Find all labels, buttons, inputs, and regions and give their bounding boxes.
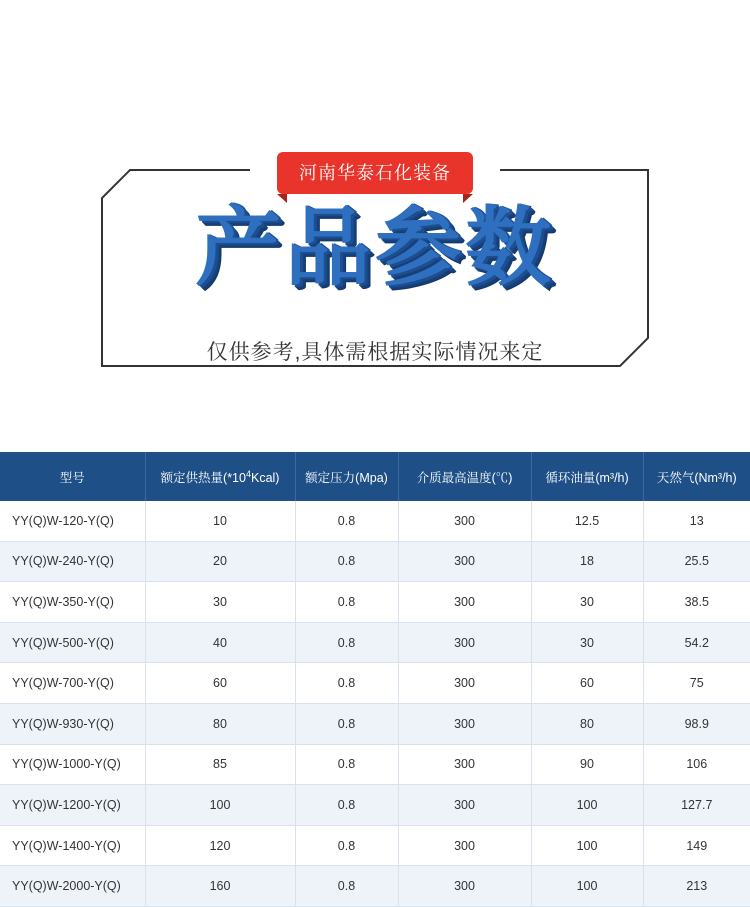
page-subtitle: 仅供参考,具体需根据实际情况来定 [206, 341, 544, 364]
cell-max-medium-temp: 300 [398, 785, 531, 826]
cell-oil-circulation: 90 [531, 744, 643, 785]
cell-model: YY(Q)W-240-Y(Q) [0, 541, 145, 582]
cell-natural-gas: 54.2 [643, 622, 750, 663]
table-row [0, 703, 750, 744]
table-row [0, 582, 750, 623]
cell-natural-gas: 98.9 [643, 703, 750, 744]
cell-oil-circulation: 30 [531, 582, 643, 623]
cell-rated-heat: 10 [145, 501, 295, 541]
cell-max-medium-temp: 300 [398, 541, 531, 582]
cell-natural-gas: 38.5 [643, 582, 750, 623]
cell-rated-heat: 20 [145, 541, 295, 582]
column-header-rated-heat-pre: 额定供热量(*10 [160, 470, 246, 485]
cell-rated-heat: 160 [145, 866, 295, 907]
cell-rated-heat: 120 [145, 825, 295, 866]
table-row [0, 501, 750, 541]
cell-oil-circulation: 100 [531, 825, 643, 866]
cell-oil-circulation: 12.5 [531, 501, 643, 541]
cell-model: YY(Q)W-500-Y(Q) [0, 622, 145, 663]
cell-rated-pressure: 0.8 [295, 825, 398, 866]
cell-rated-heat: 85 [145, 744, 295, 785]
cell-max-medium-temp: 300 [398, 703, 531, 744]
table-body [0, 501, 750, 906]
cell-model: YY(Q)W-2000-Y(Q) [0, 866, 145, 907]
page-title: 产品参数 [195, 198, 555, 298]
table-row [0, 541, 750, 582]
cell-max-medium-temp: 300 [398, 582, 531, 623]
cell-natural-gas: 213 [643, 866, 750, 907]
cell-rated-pressure: 0.8 [295, 744, 398, 785]
cell-rated-heat: 30 [145, 582, 295, 623]
product-parameter-banner [0, 0, 750, 430]
cell-rated-heat: 40 [145, 622, 295, 663]
cell-rated-pressure: 0.8 [295, 866, 398, 907]
cell-oil-circulation: 30 [531, 622, 643, 663]
cell-rated-pressure: 0.8 [295, 785, 398, 826]
cell-model: YY(Q)W-700-Y(Q) [0, 663, 145, 704]
cell-rated-pressure: 0.8 [295, 663, 398, 704]
table-header-row [0, 452, 750, 501]
cell-max-medium-temp: 300 [398, 663, 531, 704]
cell-natural-gas: 75 [643, 663, 750, 704]
parameters-table [0, 452, 750, 907]
cell-rated-heat: 100 [145, 785, 295, 826]
table-row [0, 825, 750, 866]
column-header-natural-gas: 天然气(Nm³/h) [643, 452, 750, 501]
cell-rated-pressure: 0.8 [295, 541, 398, 582]
cell-rated-pressure: 0.8 [295, 501, 398, 541]
cell-oil-circulation: 100 [531, 785, 643, 826]
cell-model: YY(Q)W-930-Y(Q) [0, 703, 145, 744]
cell-rated-pressure: 0.8 [295, 622, 398, 663]
cell-natural-gas: 106 [643, 744, 750, 785]
cell-model: YY(Q)W-350-Y(Q) [0, 582, 145, 623]
cell-max-medium-temp: 300 [398, 744, 531, 785]
cell-oil-circulation: 80 [531, 703, 643, 744]
parameters-table-wrapper [0, 452, 750, 907]
cell-oil-circulation: 100 [531, 866, 643, 907]
cell-model: YY(Q)W-1400-Y(Q) [0, 825, 145, 866]
cell-max-medium-temp: 300 [398, 622, 531, 663]
column-header-model: 型号 [0, 452, 145, 501]
table-row [0, 663, 750, 704]
column-header-max-medium-temp: 介质最高温度(℃) [398, 452, 531, 501]
cell-model: YY(Q)W-1200-Y(Q) [0, 785, 145, 826]
cell-oil-circulation: 60 [531, 663, 643, 704]
column-header-oil-circulation: 循环油量(m³/h) [531, 452, 643, 501]
cell-model: YY(Q)W-1000-Y(Q) [0, 744, 145, 785]
cell-model: YY(Q)W-120-Y(Q) [0, 501, 145, 541]
column-header-rated-pressure: 额定压力(Mpa) [295, 452, 398, 501]
cell-oil-circulation: 18 [531, 541, 643, 582]
cell-rated-heat: 60 [145, 663, 295, 704]
column-header-rated-heat-exponent: 4 [245, 468, 251, 479]
table-row [0, 622, 750, 663]
company-ribbon: 河南华泰石化装备 [277, 152, 473, 194]
column-header-rated-heat-post: Kcal) [250, 470, 280, 485]
cell-natural-gas: 127.7 [643, 785, 750, 826]
cell-natural-gas: 13 [643, 501, 750, 541]
cell-max-medium-temp: 300 [398, 825, 531, 866]
cell-max-medium-temp: 300 [398, 866, 531, 907]
cell-natural-gas: 25.5 [643, 541, 750, 582]
cell-natural-gas: 149 [643, 825, 750, 866]
table-row [0, 785, 750, 826]
cell-rated-pressure: 0.8 [295, 703, 398, 744]
cell-rated-heat: 80 [145, 703, 295, 744]
cell-rated-pressure: 0.8 [295, 582, 398, 623]
table-row [0, 744, 750, 785]
column-header-rated-heat [145, 452, 295, 501]
cell-max-medium-temp: 300 [398, 501, 531, 541]
